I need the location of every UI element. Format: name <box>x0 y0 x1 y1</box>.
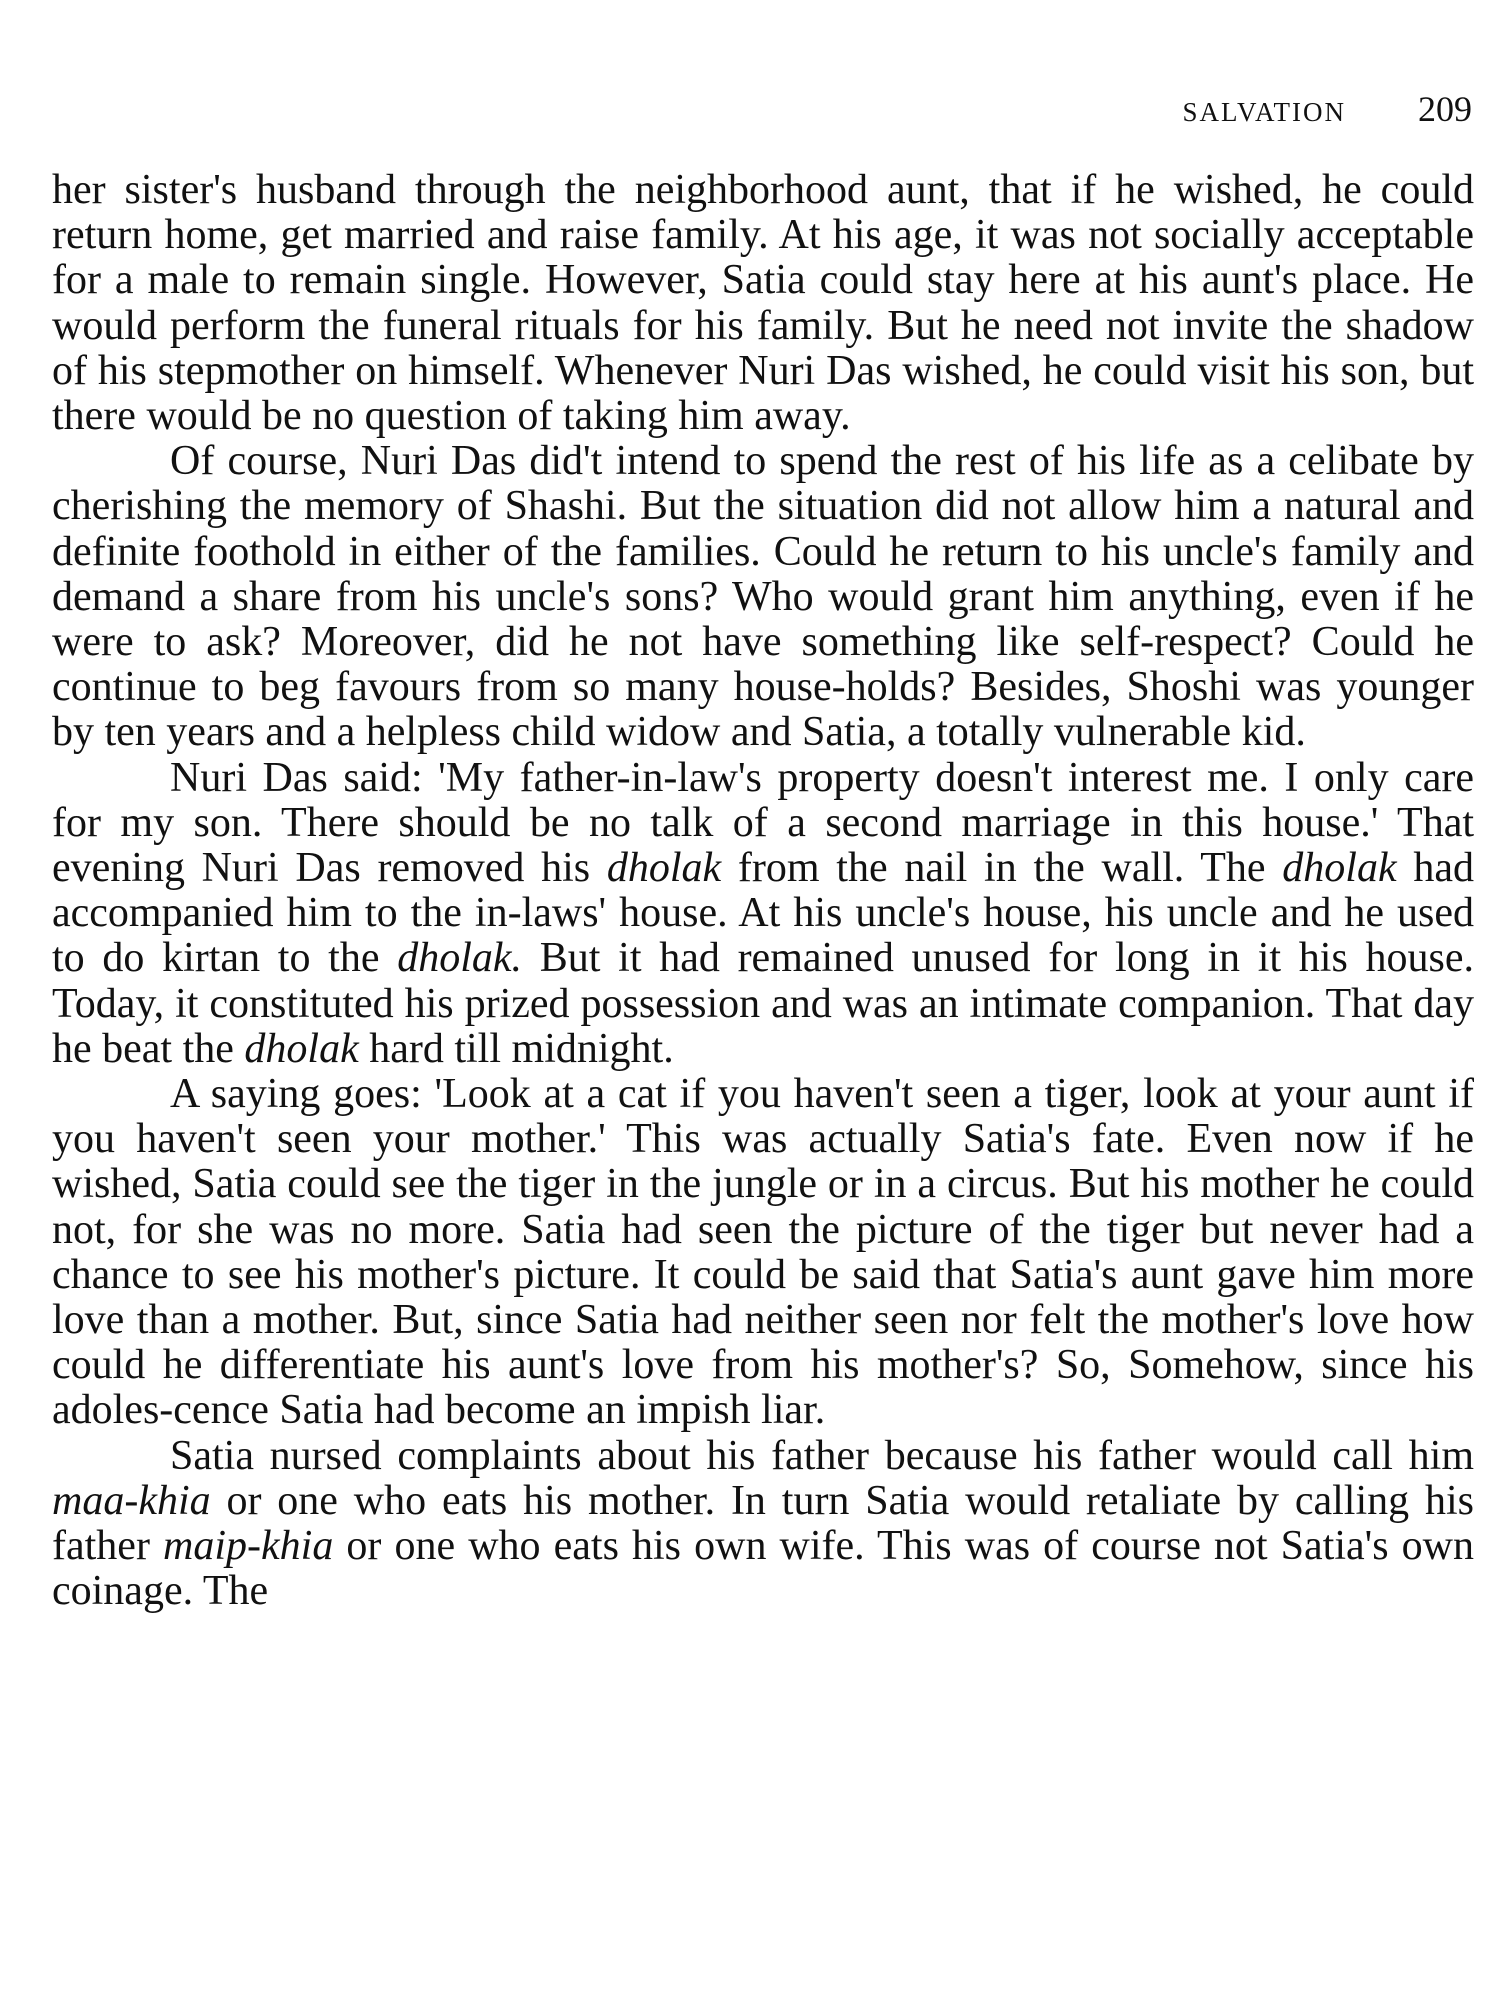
running-title: SALVATION <box>1182 97 1346 127</box>
italic-term: dholak <box>1282 845 1397 892</box>
paragraph <box>52 1072 1474 1434</box>
text-run: Nuri Das said: 'My father-in-law's property doesn't interest me. I only care for my son. There should be no talk of a second marriage in this house.' That evening Nuri Das removed his <box>52 754 1474 892</box>
running-head <box>1182 88 1472 130</box>
paragraph <box>52 756 1474 1072</box>
text-run: Of course, Nuri Das did't intend to spend the rest of his life as a celibate by cherishing the memory of Shashi. But the situation did not allow him a natural and definite foothold in either of the families. Could he return to his uncle's family and demand a share from his uncle's sons? Who would grant him anything, even if he were to ask? Moreover, did he not have something like self-respect? Could he continue to beg favours from so many house-holds? Besides, Shoshi was younger by ten years and a helpless child widow and Satia, a totally vulnerable kid. <box>52 438 1474 756</box>
italic-term: dholak. <box>397 935 523 982</box>
paragraph <box>52 168 1474 439</box>
text-run: from the nail in the wall. The <box>721 845 1283 892</box>
text-run: or one who eats his mother. In turn Satia would retaliate by calling his father <box>52 1477 1474 1570</box>
text-run: or one who eats his own wife. This was of course not Satia's own coinage. The <box>52 1523 1474 1615</box>
italic-term: maip-khia <box>163 1523 334 1570</box>
body-text <box>52 168 1474 1615</box>
text-run: Satia nursed complaints about his father because his father would call him <box>170 1432 1474 1479</box>
paragraph <box>52 1434 1474 1615</box>
text-run: hard till midnight. <box>358 1025 674 1072</box>
text-run: But it had remained unused for long in it his house. Today, it constituted his prized possession and was an intimate companion. That day he beat the <box>52 935 1474 1072</box>
paragraph <box>52 439 1474 755</box>
text-run: A saying goes: 'Look at a cat if you haven't seen a tiger, look at your aunt if you haven't seen your mother.' This was actually Satia's fate. Even now if he wished, Satia could see the tiger in the jungle or in a circus. But his mother he could not, for she was no more. Satia had seen the picture of the tiger but never had a chance to see his mother's picture. It could be said that Satia's aunt gave him more love than a mother. But, since Satia had neither seen nor felt the mother's love how could he differentiate his aunt's love from his mother's? So, Somehow, since his adoles-cence Satia had become an impish liar. <box>52 1071 1474 1434</box>
text-run: had accompanied him to the in-laws' house. At his uncle's house, his uncle and he used to do kirtan to the <box>52 845 1474 982</box>
page-number: 209 <box>1418 89 1472 129</box>
italic-term: maa-khia <box>52 1477 211 1524</box>
text-run: her sister's husband through the neighborhood aunt, that if he wished, he could return home, get married and raise family. At his age, it was not socially acceptable for a male to remain single. However, Satia could stay here at his aunt's place. He would perform the funeral rituals for his family. But he need not invite the shadow of his stepmother on himself. Whenever Nuri Das wished, he could visit his son, but there would be no question of taking him away. <box>52 167 1474 440</box>
italic-term: dholak <box>606 845 722 892</box>
italic-term: dholak <box>244 1025 359 1072</box>
